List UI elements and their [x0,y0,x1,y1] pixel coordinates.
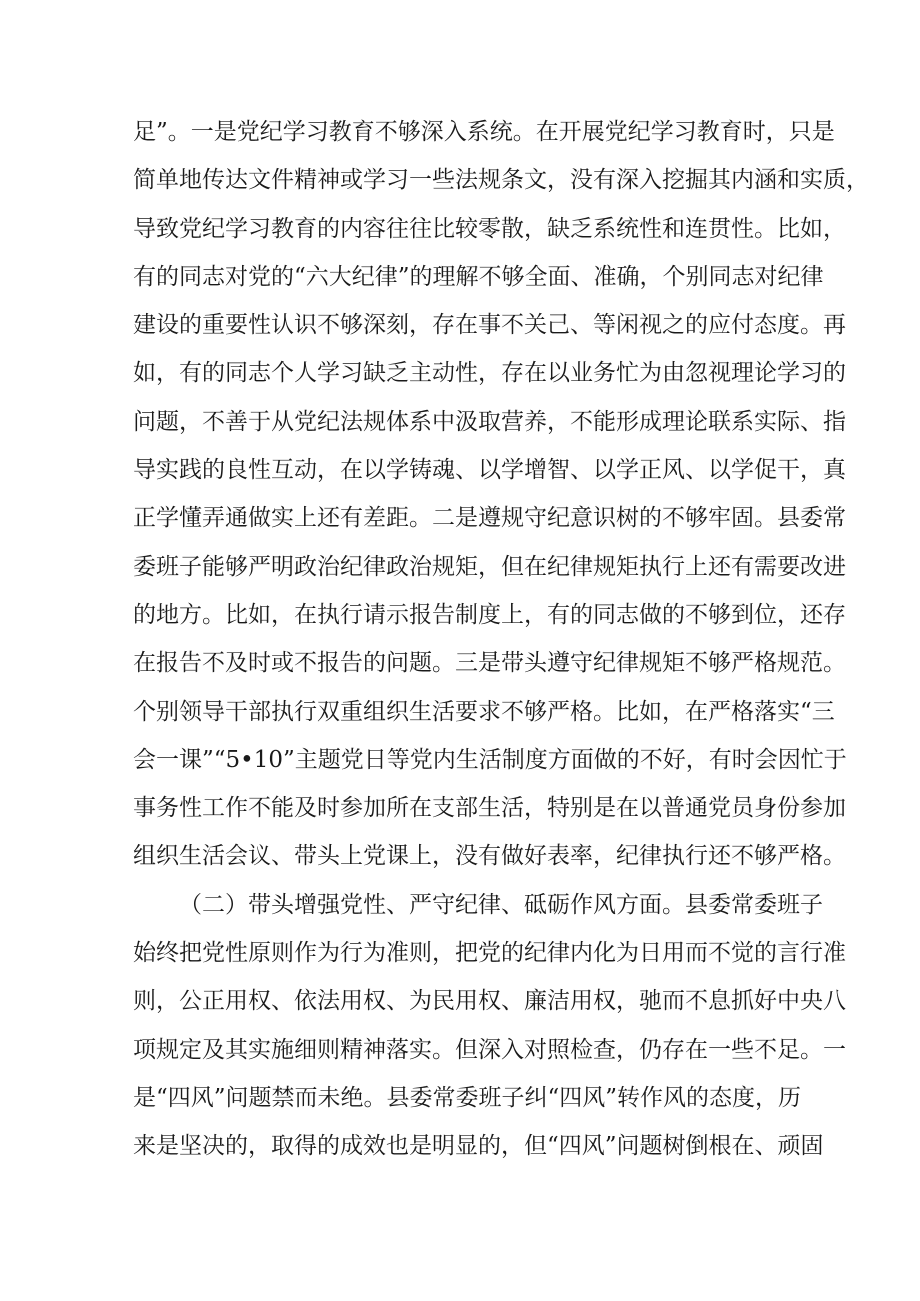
text-line: 建设的重要性认识不够深刻，存在事不关己、等闲视之的应付态度。再 [133,312,846,339]
text-line: 简单地传达文件精神或学习一些法规条文，没有深入挖掘其内涵和实质， [133,167,869,194]
text-line: 事务性工作不能及时参加所在支部生活，特别是在以普通党员身份参加 [133,795,846,822]
text-line: 则，公正用权、依法用权、为民用权、廉洁用权，驰而不息抓好中央八 [133,988,846,1015]
text-line: 项规定及其实施细则精神落实。但深入对照检查，仍存在一些不足。一 [133,1036,846,1063]
text-line: 会一课”“5•10”主题党日等党内生活制度方面做的不好，有时会因忙于 [133,746,847,773]
text-line: 有的同志对党的“六大纪律”的理解不够全面、准确，个别同志对纪律 [133,263,824,290]
text-line: 委班子能够严明政治纪律政治规矩，但在纪律规矩执行上还有需要改进 [133,553,846,580]
text-line: 如，有的同志个人学习缺乏主动性，存在以业务忙为由忽视理论学习的 [133,360,846,387]
text-line: 在报告不及时或不报告的问题。三是带头遵守纪律规矩不够严格规范。 [133,650,846,677]
body-text [133,108,869,1171]
text-line: 的地方。比如，在执行请示报告制度上，有的同志做的不够到位，还存 [133,601,846,628]
section-heading-line: （二）带头增强党性、严守纪律、砥砺作风方面。县委常委班子 [179,891,823,918]
text-line: 正学懂弄通做实上还有差距。二是遵规守纪意识树的不够牢固。县委常 [133,505,846,532]
text-line: 导致党纪学习教育的内容往往比较零散，缺乏系统性和连贯性。比如， [133,215,846,242]
text-line: 始终把党性原则作为行为准则，把党的纪律内化为日用而不觉的言行准 [133,940,846,967]
text-line: 导实践的良性互动，在以学铸魂、以学增智、以学正风、以学促干，真 [133,457,846,484]
text-line: 问题，不善于从党纪法规体系中汲取营养，不能形成理论联系实际、指 [133,408,846,435]
text-line: 来是坚决的，取得的成效也是明显的，但“四风”问题树倒根在、顽固 [133,1133,824,1160]
paragraph-end-line: 组织生活会议、带头上党课上，没有做好表率，纪律执行还不够严格。 [133,843,846,870]
text-line: 足”。一是党纪学习教育不够深入系统。在开展党纪学习教育时，只是 [133,119,835,145]
text-line: 个别领导干部执行双重组织生活要求不够严格。比如，在严格落实“三 [133,698,835,725]
text-line: 是“四风”问题禁而未绝。县委常委班子纠“四风”转作风的态度，历 [133,1084,802,1111]
